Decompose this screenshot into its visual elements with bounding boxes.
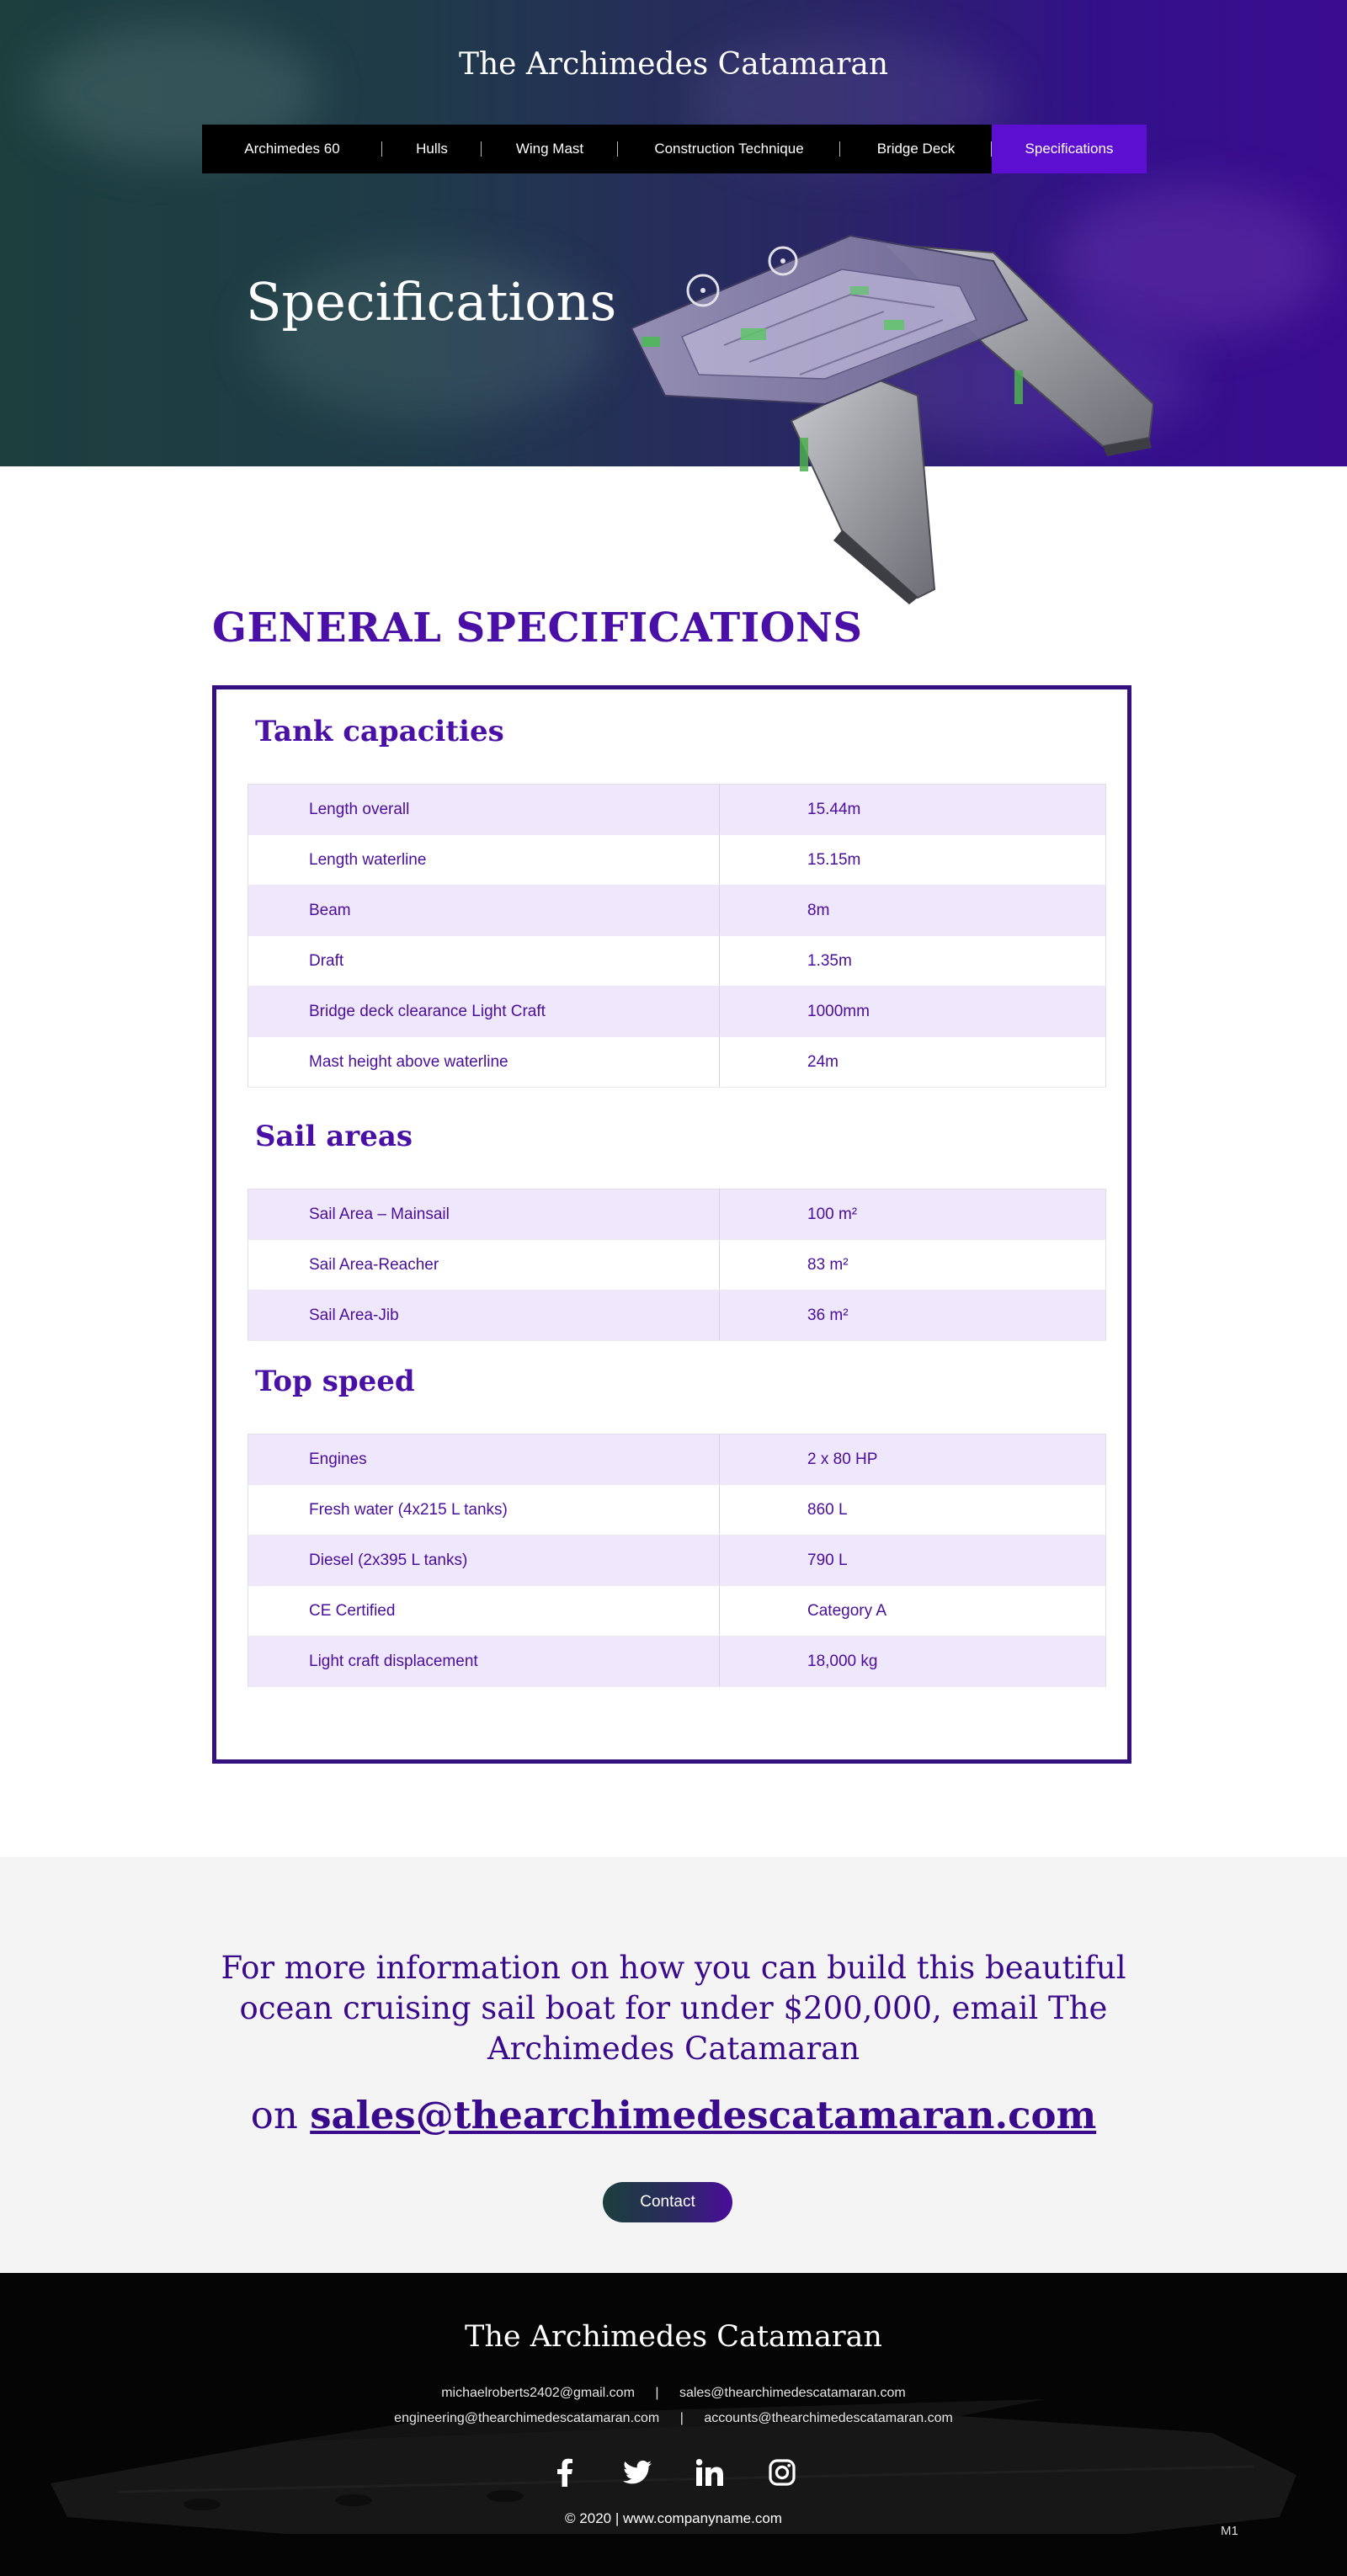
table-row (248, 1535, 1106, 1586)
spec-label: Beam (248, 886, 720, 936)
nav-item-construction-technique[interactable] (618, 125, 840, 173)
spec-label: Mast height above waterline (248, 1037, 720, 1088)
nav-item-specifications[interactable] (992, 125, 1147, 173)
footer-email-link[interactable]: sales@thearchimedescatamaran.com (679, 2386, 906, 2400)
table-row (248, 1637, 1106, 1687)
cta-text: For more information on how you can build this beautiful ocean cruising sail boat for under $200,000, email The Archimedes Catamaran (221, 1950, 1126, 2067)
footer-title: The Archimedes Catamaran (465, 2320, 882, 2354)
table-row (248, 936, 1106, 987)
social-links (0, 2458, 1347, 2487)
hero-heading: Specifications (246, 271, 617, 333)
spec-value: 1000mm (720, 987, 1106, 1037)
spec-value: Category A (720, 1586, 1106, 1637)
table-row (248, 1586, 1106, 1637)
instagram-icon[interactable] (768, 2458, 796, 2487)
spec-table-top-speed (248, 1434, 1106, 1687)
footer-email-link[interactable]: michaelroberts2402@gmail.com (441, 2386, 635, 2400)
spec-value: 2 x 80 HP (720, 1434, 1106, 1485)
copyright-text: © 2020 | www.companyname.com (565, 2510, 782, 2526)
spec-label: Draft (248, 936, 720, 987)
specifications-card (212, 685, 1131, 1764)
footer-email-separator: | (679, 2411, 684, 2425)
footer-emails-line-2 (0, 2411, 1347, 2426)
spec-value: 36 m² (720, 1291, 1106, 1341)
spec-value: 860 L (720, 1485, 1106, 1535)
table-row (248, 785, 1106, 835)
spec-label: Sail Area – Mainsail (248, 1190, 720, 1240)
table-row (248, 835, 1106, 886)
site-title: The Archimedes Catamaran (458, 47, 889, 82)
spec-value: 15.44m (720, 785, 1106, 835)
nav-item-bridge-deck[interactable] (840, 125, 992, 173)
spec-label: Light craft displacement (248, 1637, 720, 1687)
footer-email-link[interactable]: accounts@thearchimedescatamaran.com (704, 2411, 953, 2425)
twitter-icon[interactable] (623, 2458, 652, 2487)
nav-item-label: Archimedes 60 (244, 141, 340, 157)
spec-value: 8m (720, 886, 1106, 936)
spec-value: 790 L (720, 1535, 1106, 1586)
spec-label: Bridge deck clearance Light Craft (248, 987, 720, 1037)
group-title-sail-areas: Sail areas (255, 1120, 413, 1153)
catamaran-render-image (631, 227, 1153, 606)
facebook-icon[interactable] (551, 2458, 579, 2487)
table-row (248, 987, 1106, 1037)
site-footer (0, 2273, 1347, 2576)
main-nav (202, 125, 1147, 173)
spec-value: 24m (720, 1037, 1106, 1088)
sales-email-link[interactable]: sales@thearchimedescatamaran.com (310, 2093, 1097, 2137)
footer-badge: M1 (1221, 2524, 1238, 2538)
contact-cta-section (0, 1857, 1347, 2273)
table-row (248, 1434, 1106, 1485)
nav-item-label: Specifications (1025, 141, 1114, 157)
nav-item-hulls[interactable] (382, 125, 482, 173)
spec-label: Sail Area-Reacher (248, 1240, 720, 1291)
footer-email-separator: | (655, 2386, 659, 2400)
nav-item-archimedes-60[interactable] (202, 125, 382, 173)
nav-item-label: Construction Technique (654, 141, 804, 157)
spec-table-tank-capacities (248, 784, 1106, 1088)
table-row (248, 1240, 1106, 1291)
spec-table-sail-areas (248, 1189, 1106, 1341)
spec-value: 15.15m (720, 835, 1106, 886)
nav-item-label: Hulls (416, 141, 448, 157)
nav-item-label: Bridge Deck (876, 141, 956, 157)
spec-label: Length waterline (248, 835, 720, 886)
spec-label: Length overall (248, 785, 720, 835)
spec-label: Diesel (2x395 L tanks) (248, 1535, 720, 1586)
cta-email-line (0, 2093, 1347, 2137)
spec-label: CE Certified (248, 1586, 720, 1637)
spec-label: Engines (248, 1434, 720, 1485)
table-row (248, 886, 1106, 936)
table-row (248, 1485, 1106, 1535)
spec-value: 100 m² (720, 1190, 1106, 1240)
general-specifications-title: GENERAL SPECIFICATIONS (212, 604, 863, 652)
table-row (248, 1291, 1106, 1341)
cta-email-prefix: on (250, 2093, 298, 2137)
spec-label: Fresh water (4x215 L tanks) (248, 1485, 720, 1535)
table-row (248, 1037, 1106, 1088)
nav-item-label: Wing Mast (515, 141, 584, 157)
group-title-tank-capacities: Tank capacities (255, 715, 504, 748)
spec-value: 1.35m (720, 936, 1106, 987)
group-title-top-speed: Top speed (255, 1365, 415, 1398)
spec-value: 83 m² (720, 1240, 1106, 1291)
footer-emails-line-1 (0, 2386, 1347, 2401)
nav-item-wing-mast[interactable] (482, 125, 618, 173)
spec-label: Sail Area-Jib (248, 1291, 720, 1341)
footer-email-link[interactable]: engineering@thearchimedescatamaran.com (394, 2411, 660, 2425)
contact-button[interactable]: Contact (603, 2182, 732, 2222)
linkedin-icon[interactable] (695, 2458, 724, 2487)
table-row (248, 1190, 1106, 1240)
spec-value: 18,000 kg (720, 1637, 1106, 1687)
